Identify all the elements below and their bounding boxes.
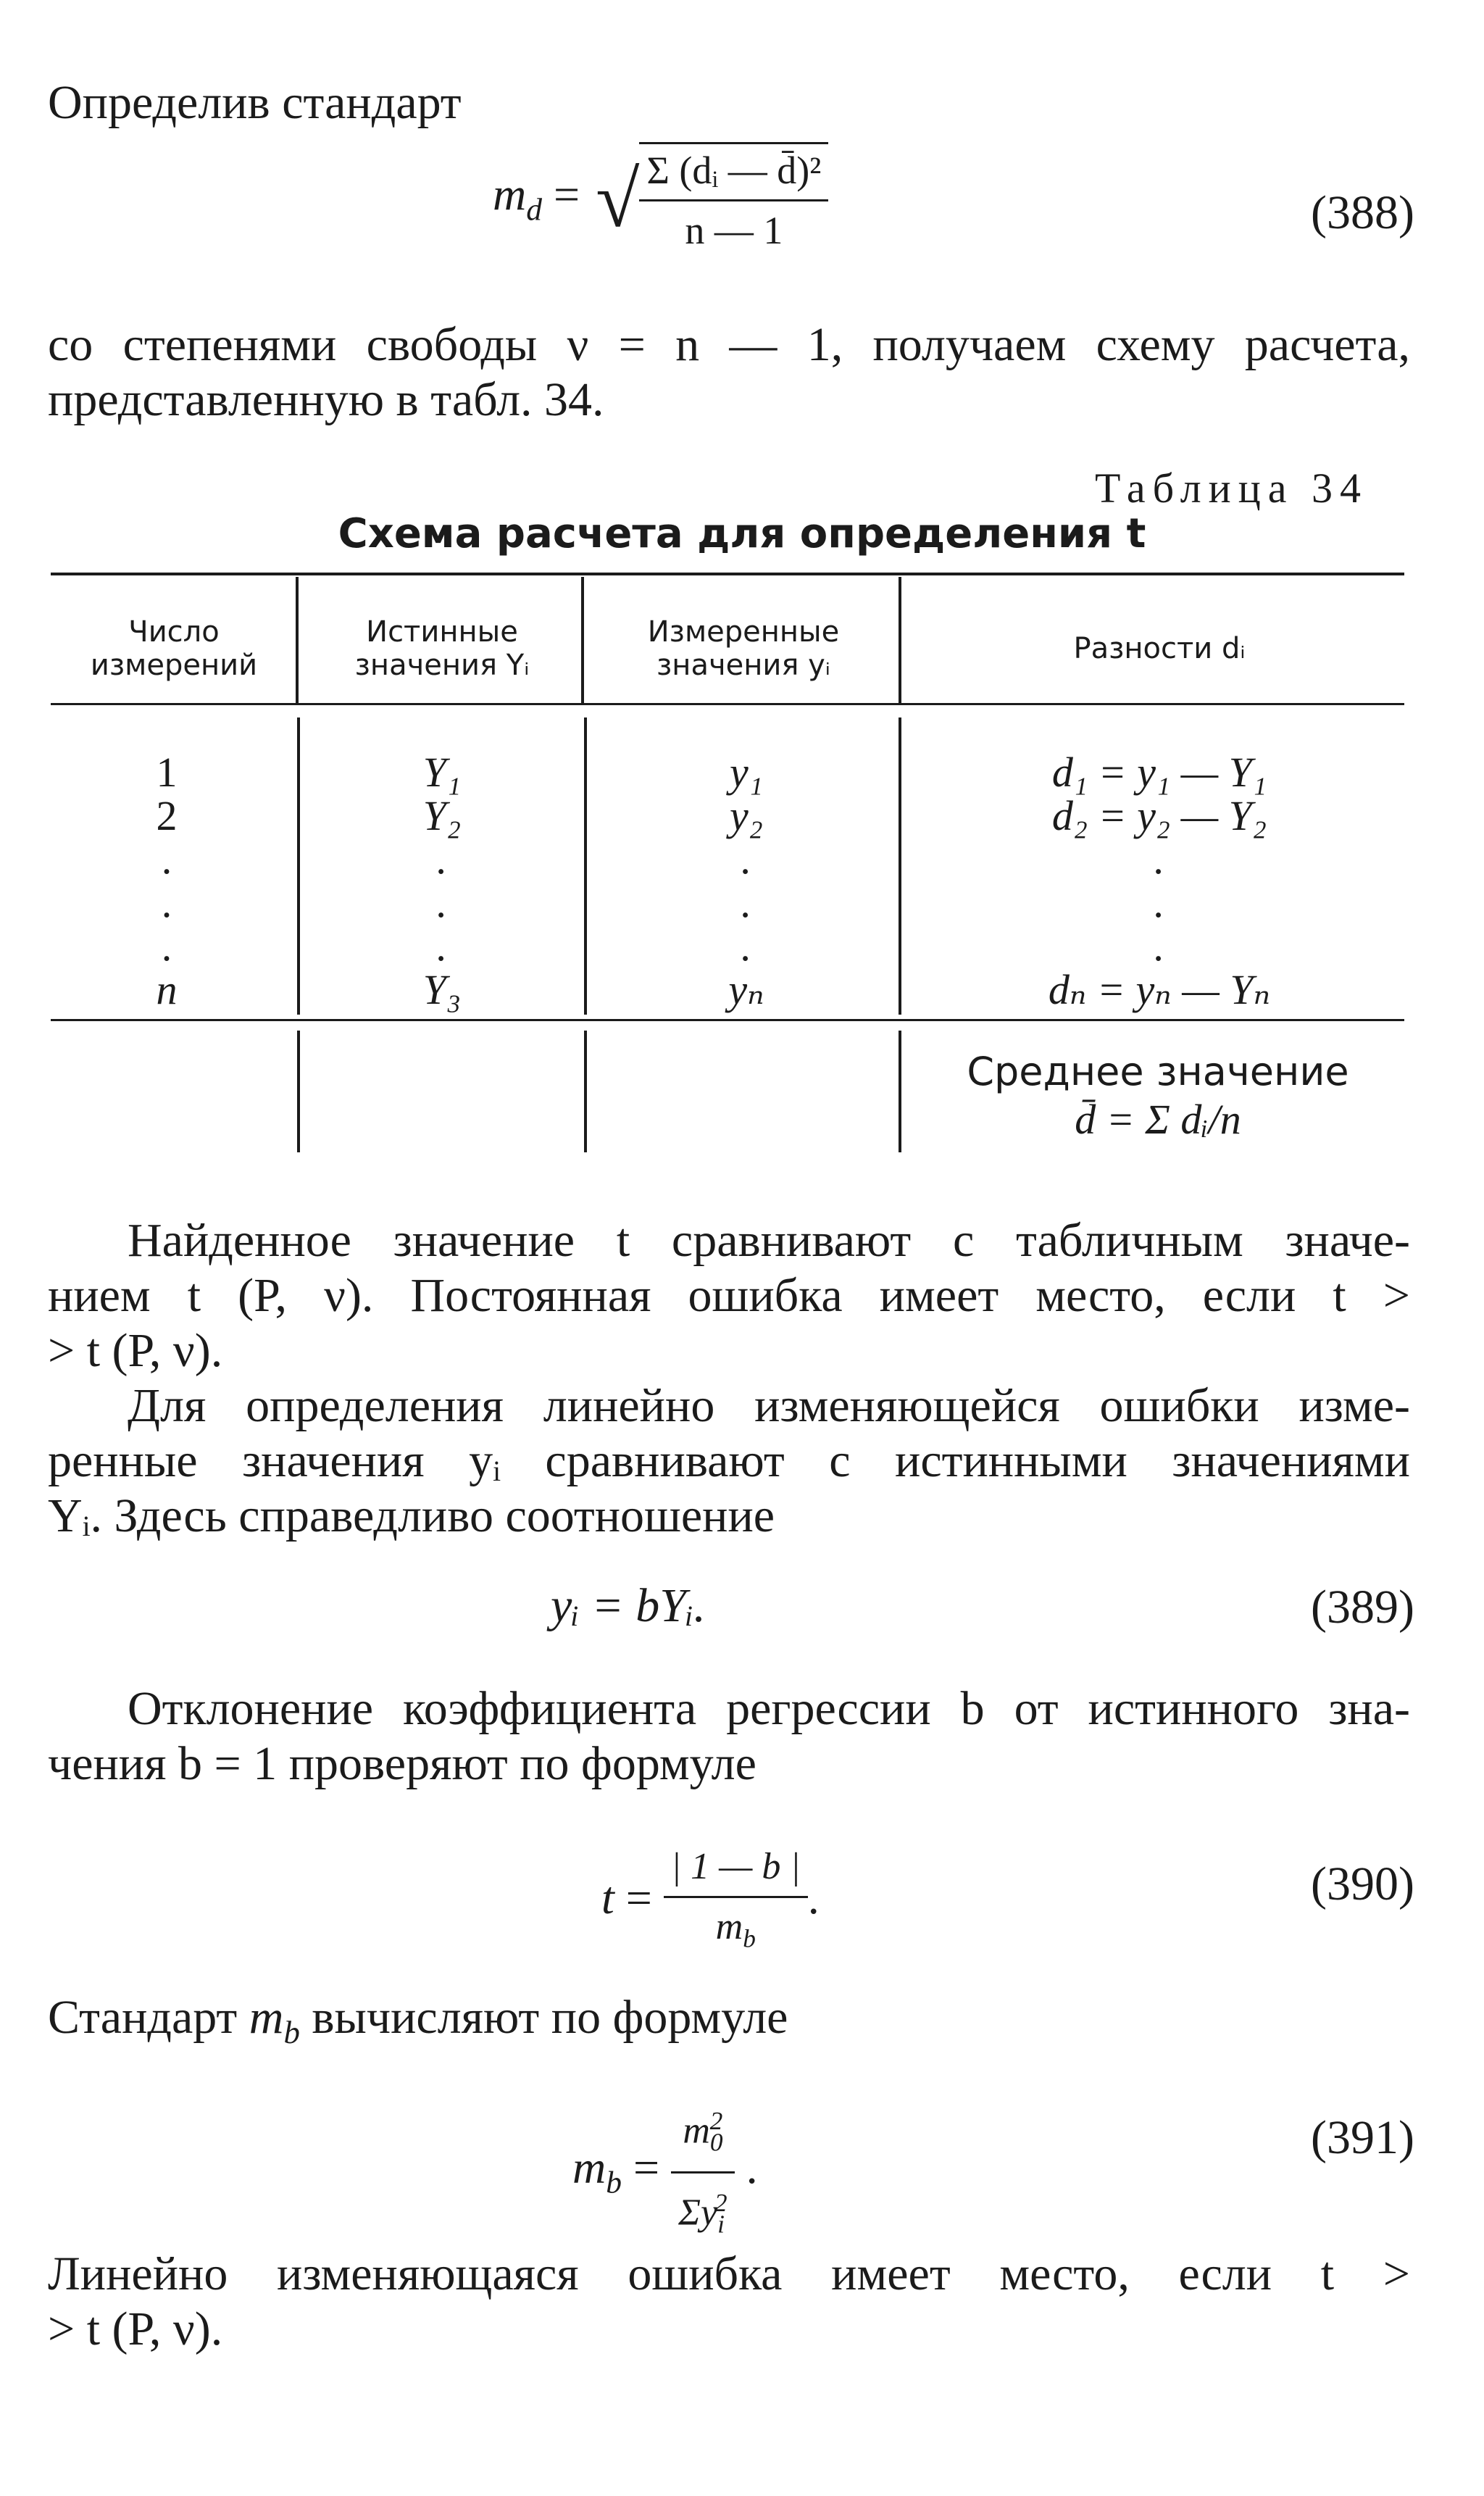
- table-label: Таблица 34: [1094, 465, 1368, 512]
- table-top-rule: [51, 573, 1404, 575]
- table-cell: d₁ = y₁ — Y₁: [1051, 749, 1267, 796]
- paragraph-t-compare-line-3: > t (P, ν).: [48, 1324, 223, 1377]
- table-cell: d₂ = y₂ — Y₂: [1051, 792, 1267, 839]
- table-cell: Y₃: [422, 966, 462, 1013]
- table-cell: .: [1154, 879, 1165, 926]
- equation-391-fraction: $\frac{m_0^2}{\Sigma y_i^2}$: [671, 2094, 735, 2250]
- paragraph-linear-error-line-3: Yᵢ. Здесь справедливо соотношение: [48, 1489, 775, 1542]
- table-cell: .: [161, 879, 172, 926]
- equation-388-number: (388): [1311, 186, 1414, 239]
- table-mean-cell: [904, 1048, 1412, 1144]
- table-divider: [584, 1031, 587, 1152]
- paragraph-degrees-line-1: со степенями свободы ν = n — 1, получаем схему расчета,: [48, 318, 1410, 371]
- table-cell: .: [741, 836, 752, 883]
- table-divider: [899, 1031, 901, 1152]
- equation-390-number: (390): [1311, 1858, 1414, 1910]
- equation-390: t = $\frac{| 1 — b |}{m_b}$ .: [601, 1841, 820, 1964]
- table-cell: y₂: [730, 792, 763, 839]
- table-divider: [899, 717, 901, 1015]
- table-column-count: [94, 751, 239, 1012]
- paragraph-standard-mb: Стандарт $m_b$ вычисляют по формуле: [48, 1991, 788, 2051]
- table-column-measured-values: [667, 751, 826, 1012]
- paragraph-linear-error-line-2: ренные значения yᵢ сравнивают с истинными значениями: [48, 1434, 1410, 1487]
- table-header-count: Число измерений: [90, 615, 258, 682]
- table-divider: [297, 1031, 300, 1152]
- paragraph-degrees-line-2: представленную в табл. 34.: [48, 373, 604, 426]
- table-cell: 2: [156, 792, 178, 839]
- paragraph-conclusion-line-2: > t (P, ν).: [48, 2302, 223, 2355]
- paragraph-regression-line-1: Отклонение коэффициента регрессии b от истинного зна-: [128, 1682, 1410, 1735]
- equation-388: $m_d$ = √ $\frac{\text{Σ (dᵢ — d̄)²}}{n — 1}$: [493, 142, 828, 257]
- table-cell: .: [1154, 836, 1165, 883]
- paragraph-t-compare-line-2: нием t (P, ν). Постоянная ошибка имеет место, если t >: [48, 1269, 1410, 1322]
- table-column-differences: [920, 751, 1398, 1012]
- table-cell: n: [156, 966, 178, 1013]
- table-cell: .: [1154, 923, 1165, 970]
- table-divider: [297, 717, 300, 1015]
- table-header-true-values: Истинные значения Yᵢ: [354, 615, 530, 682]
- paragraph-linear-error-line-1: Для определения линейно изменяющейся ошибки изме-: [128, 1379, 1410, 1432]
- table-cell: .: [436, 836, 448, 883]
- table-divider: [584, 717, 587, 1015]
- table-cell: yₙ: [728, 966, 764, 1013]
- table-header-differences: Разности dᵢ: [1073, 632, 1246, 665]
- table-divider: [296, 577, 299, 703]
- table-cell: dₙ = yₙ — Yₙ: [1048, 966, 1271, 1013]
- table-divider: [899, 577, 901, 703]
- table-cell: .: [741, 923, 752, 970]
- equation-391-number: (391): [1311, 2111, 1414, 2164]
- table-cell: Y₂: [422, 792, 462, 839]
- table-cell: .: [161, 923, 172, 970]
- paragraph-regression-line-2: чения b = 1 проверяют по формуле: [48, 1737, 756, 1790]
- equation-390-fraction: $\frac{| 1 — b |}{m_b}$: [664, 1841, 808, 1964]
- table-mean-label: Среднее значение: [967, 1049, 1349, 1094]
- equation-389-number: (389): [1311, 1581, 1414, 1634]
- table-column-true-values: [362, 751, 522, 1012]
- paragraph-conclusion-line-1: Линейно изменяющаяся ошибка имеет место, если t >: [48, 2247, 1410, 2300]
- table-cell: .: [741, 879, 752, 926]
- equation-389: yᵢ = bYᵢ.: [551, 1579, 706, 1632]
- paragraph-intro: Определив стандарт: [48, 76, 462, 129]
- table-title: Схема расчета для определения t: [338, 510, 1146, 557]
- paragraph-t-compare-line-1: Найденное значение t сравнивают с табличным значе-: [128, 1214, 1410, 1267]
- table-cell: .: [436, 879, 448, 926]
- table-cell: 1: [156, 749, 178, 796]
- table-header-measured-values: Измеренные значения yᵢ: [647, 615, 840, 682]
- table-cell: Y₁: [422, 749, 462, 796]
- equation-391: $m_b$ = $\frac{m_0^2}{\Sigma y_i^2}$ .: [572, 2094, 758, 2250]
- equation-388-fraction: $\frac{\text{Σ (dᵢ — d̄)²}}{n — 1}$: [639, 142, 828, 257]
- table-mean-formula: d̄ = Σ dᵢ/n: [1075, 1096, 1241, 1143]
- table-header-rule: [51, 703, 1404, 705]
- table-cell: y₁: [730, 749, 763, 796]
- table-cell: .: [436, 923, 448, 970]
- table-divider: [581, 577, 584, 703]
- table-cell: .: [161, 836, 172, 883]
- table-body-rule: [51, 1019, 1404, 1021]
